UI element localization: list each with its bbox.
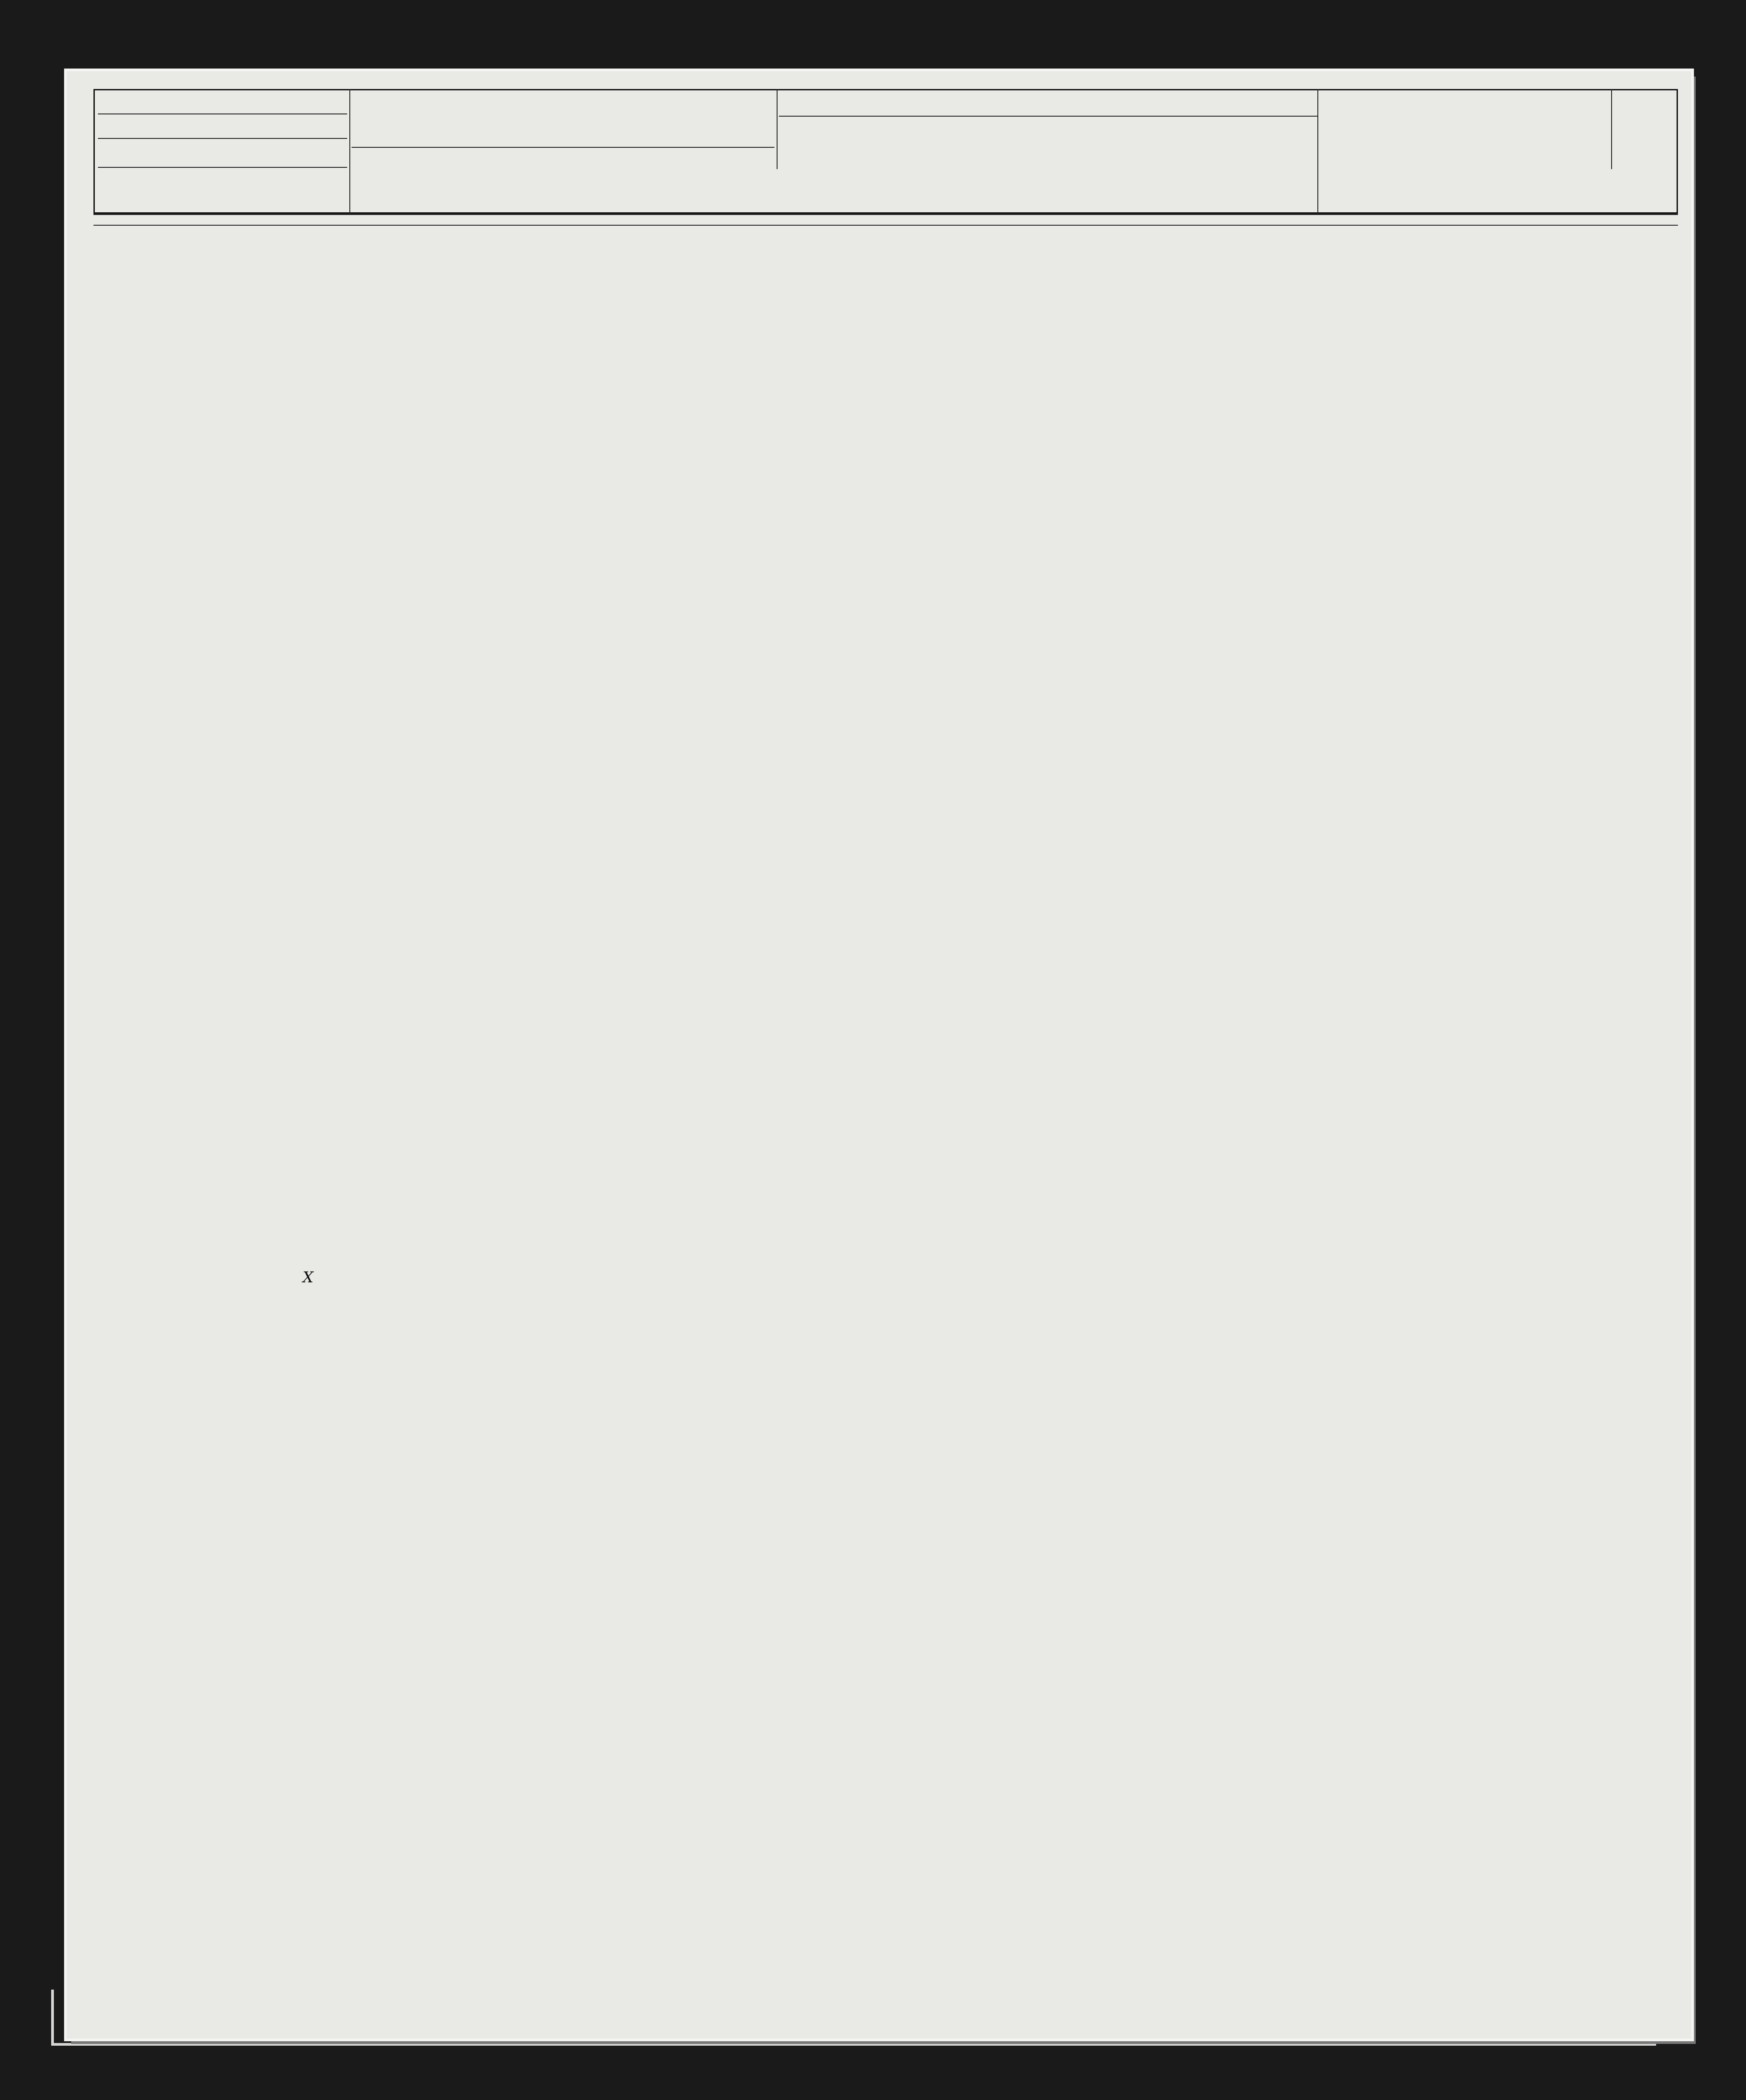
census-sheet: [67, 71, 1691, 2039]
header-frame: [93, 89, 1678, 214]
continued-mark: X: [303, 1269, 314, 1286]
